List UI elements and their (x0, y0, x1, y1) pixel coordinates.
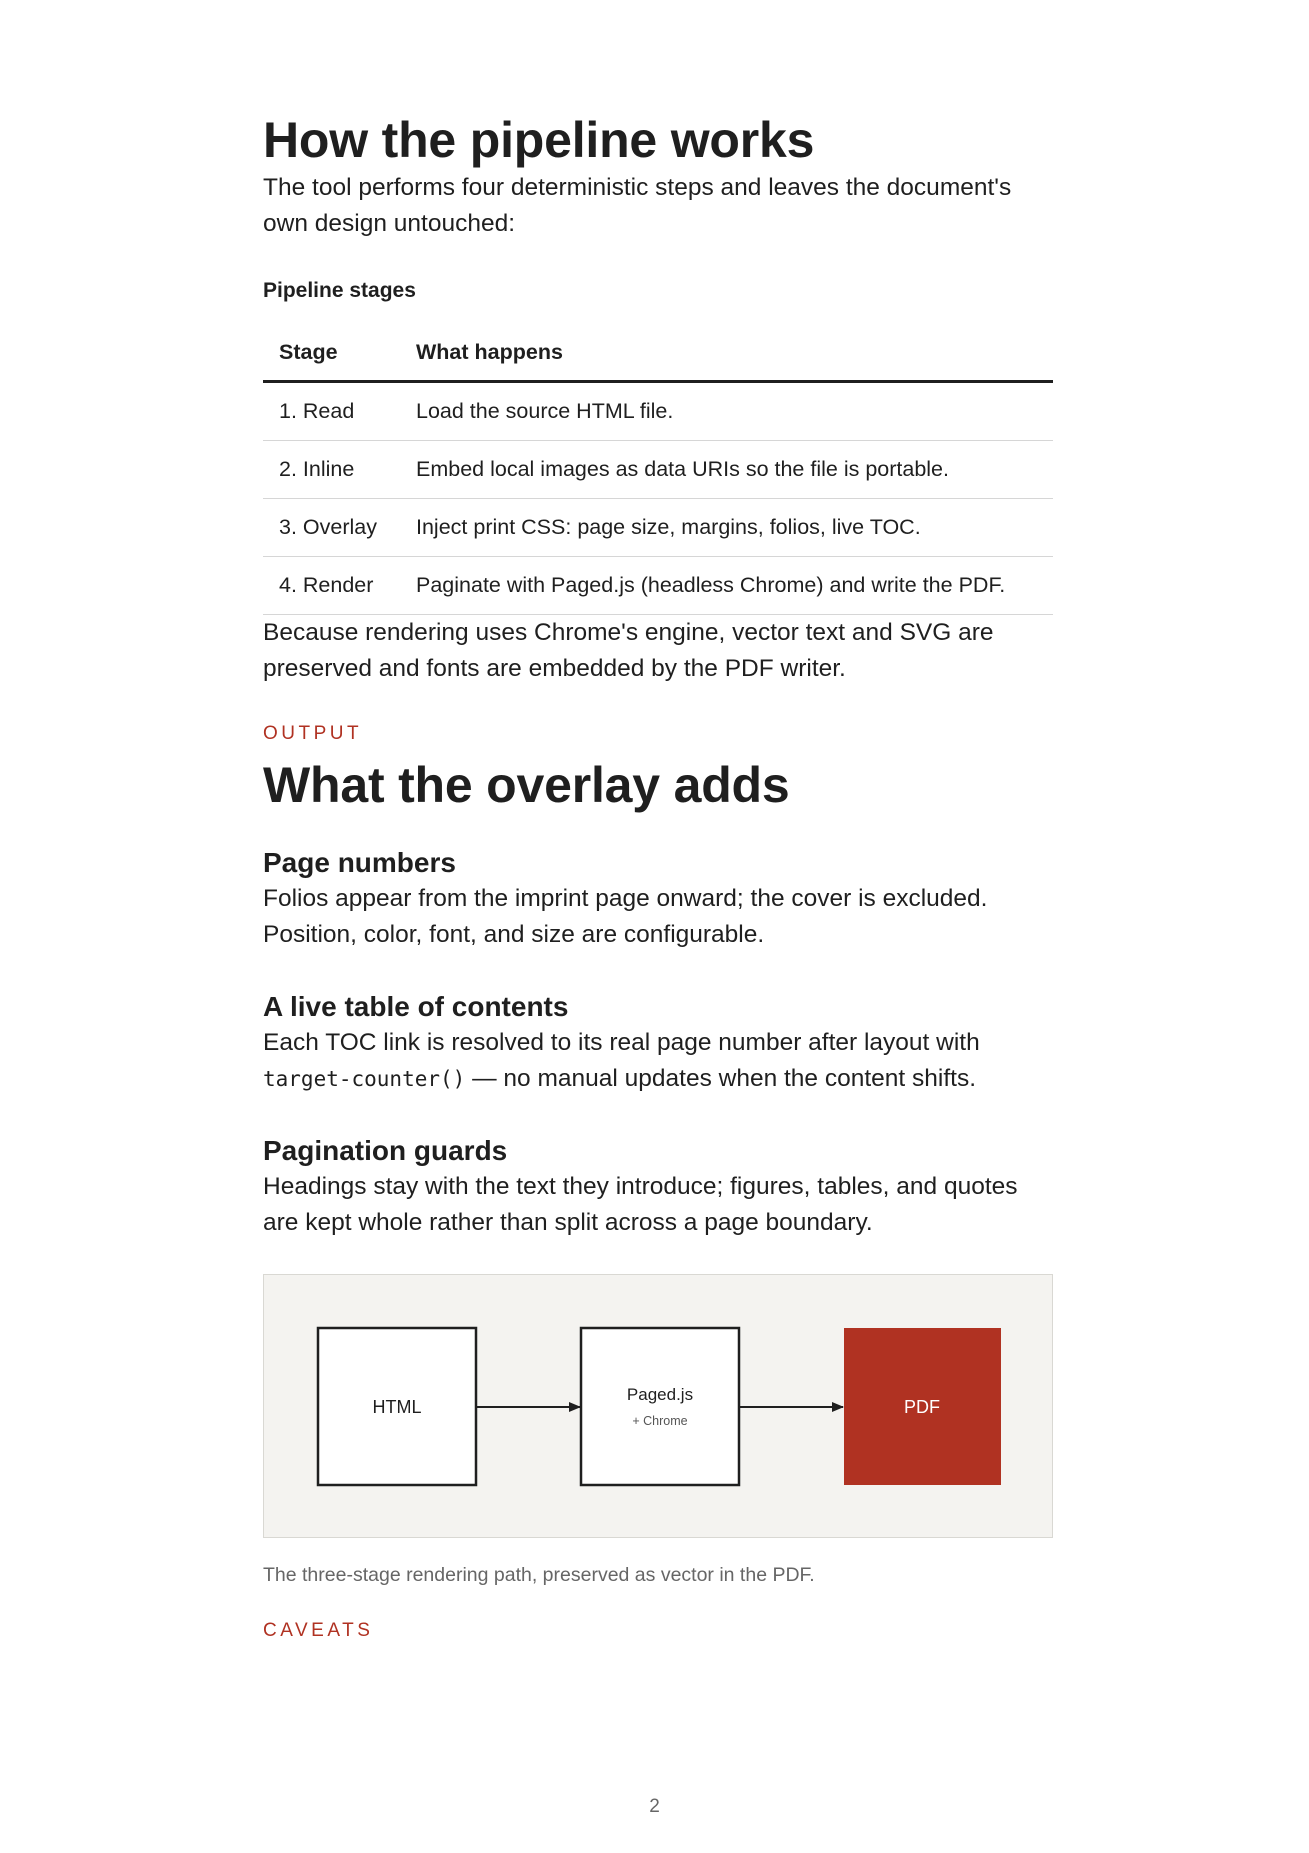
description-cell: Inject print CSS: page size, margins, folios, live TOC. (400, 499, 1053, 557)
subsection-heading-page-numbers: Page numbers (263, 847, 456, 878)
column-header-stage: Stage (263, 324, 400, 382)
section-title-overlay: What the overlay adds (263, 757, 790, 813)
stage-cell: 4. Render (263, 557, 400, 615)
table-row (263, 557, 1053, 615)
table-caption: Pipeline stages (263, 279, 416, 302)
stage-cell: 1. Read (263, 382, 400, 441)
rendering-path-figure (263, 1274, 1053, 1538)
subsection-text-toc (263, 1025, 1053, 1097)
section-title-pipeline: How the pipeline works (263, 112, 815, 168)
toc-text-before: Each TOC link is resolved to its real page number after layout with (263, 1029, 980, 1056)
html-node-label: HTML (372, 1397, 422, 1417)
stage-cell: 3. Overlay (263, 499, 400, 557)
table-row (263, 441, 1053, 499)
column-header-what-happens: What happens (400, 324, 1053, 382)
toc-text-after: — no manual updates when the content shifts. (465, 1065, 977, 1092)
description-cell: Embed local images as data URIs so the file is portable. (400, 441, 1053, 499)
pagedjs-node (581, 1328, 739, 1485)
section-kicker-caveats: CAVEATS (263, 1620, 374, 1641)
pagedjs-node-label: Paged.js (626, 1385, 694, 1404)
page-number: 2 (649, 1796, 660, 1817)
pagedjs-node-sublabel: + Chrome (632, 1414, 688, 1428)
pipeline-intro: The tool performs four deterministic steps and leaves the document's own design untouched: (263, 174, 1012, 237)
figure-caption: The three-stage rendering path, preserved as vector in the PDF. (263, 1564, 815, 1586)
page-body (263, 110, 1053, 1642)
table-row (263, 382, 1053, 441)
section-kicker-output: OUTPUT (263, 723, 363, 744)
code-target-counter: target-counter() (263, 1067, 466, 1091)
pdf-node-label: PDF (904, 1397, 940, 1417)
table-row (263, 499, 1053, 557)
rendering-path-diagram (264, 1275, 1054, 1539)
subsection-text-pagination-guards: Headings stay with the text they introduce; figures, tables, and quotes are kept whole rather than split across a page boundary. (263, 1173, 1018, 1236)
stage-cell: 2. Inline (263, 441, 400, 499)
pipeline-stages-table (263, 324, 1053, 615)
subsection-text-page-numbers: Folios appear from the imprint page onward; the cover is excluded. Position, color, font, and size are configurable. (263, 885, 988, 948)
subsection-heading-toc: A live table of contents (263, 991, 569, 1022)
subsection-heading-pagination-guards: Pagination guards (263, 1135, 508, 1166)
description-cell: Load the source HTML file. (400, 382, 1053, 441)
table-header-row (263, 324, 1053, 382)
after-table-paragraph: Because rendering uses Chrome's engine, vector text and SVG are preserved and fonts are embedded by the PDF writer. (263, 619, 994, 682)
description-cell: Paginate with Paged.js (headless Chrome) and write the PDF. (400, 557, 1053, 615)
